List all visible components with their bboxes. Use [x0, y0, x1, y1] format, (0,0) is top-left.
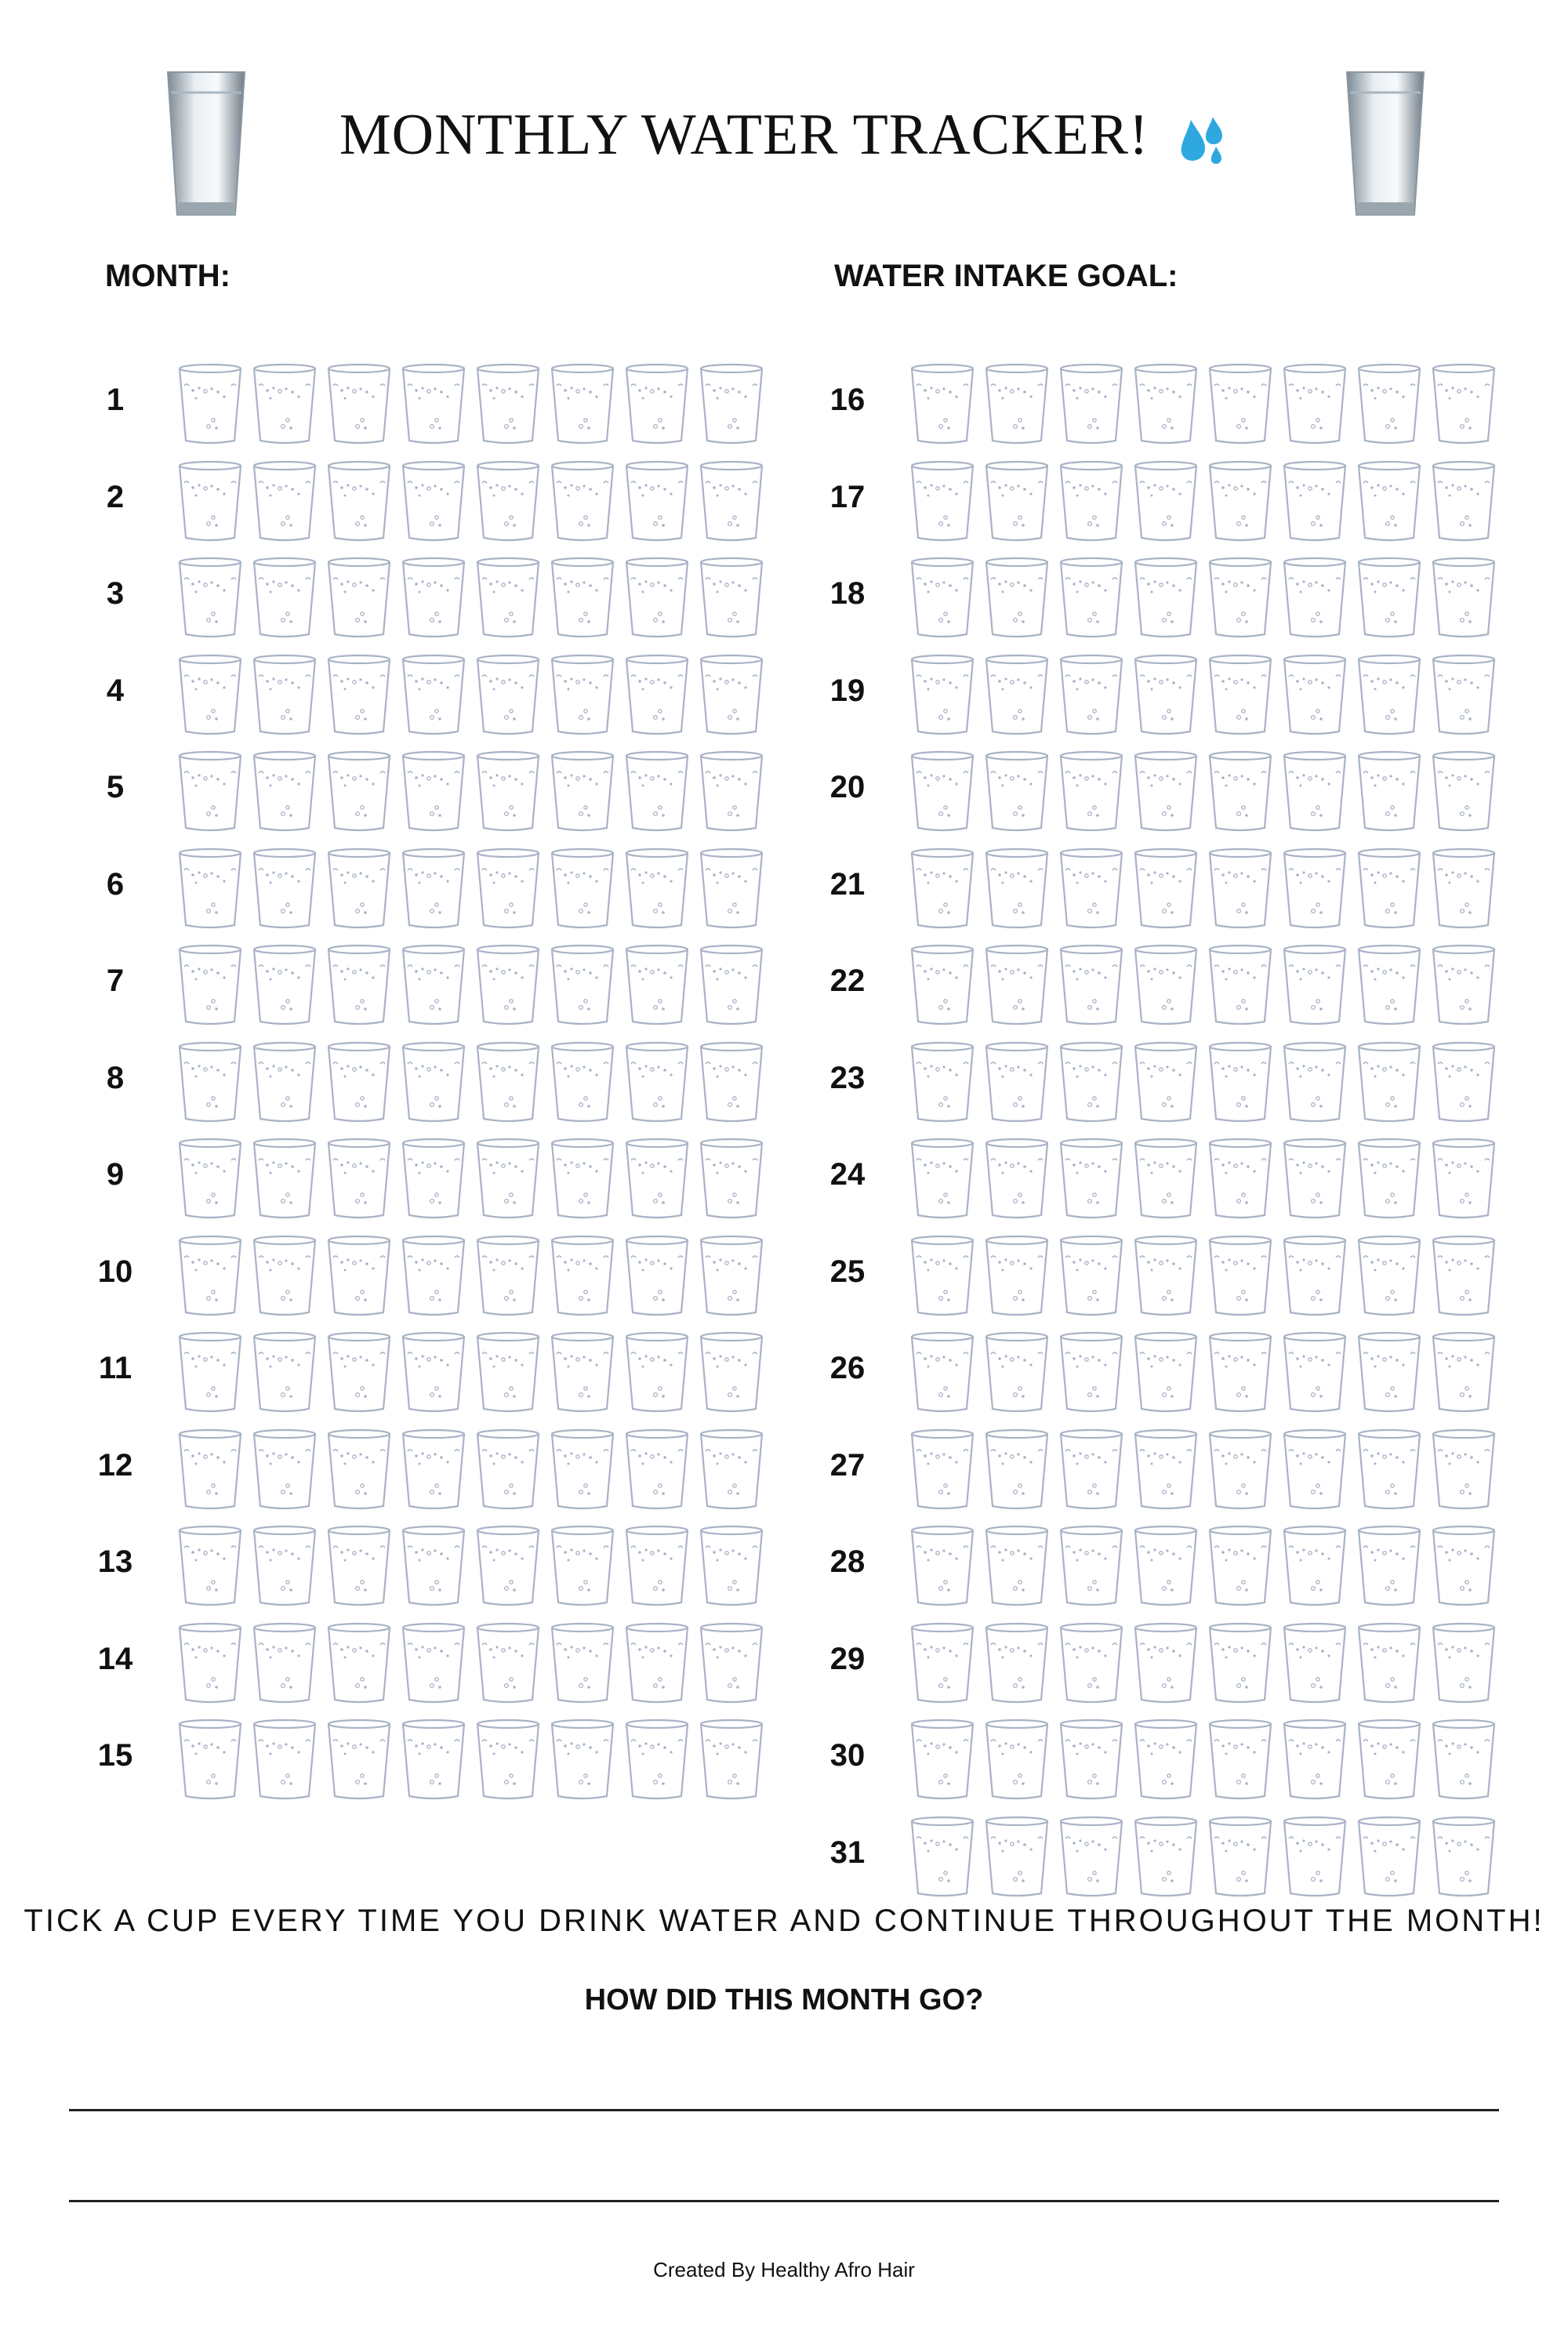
water-cup-checkbox[interactable] — [984, 847, 1050, 930]
day-number: 22 — [829, 964, 866, 998]
water-cup-checkbox[interactable] — [177, 943, 243, 1026]
water-cup-checkbox[interactable] — [1431, 1234, 1497, 1317]
water-cup-checkbox[interactable] — [1282, 1040, 1348, 1123]
water-cup-checkbox[interactable] — [401, 750, 466, 833]
water-cup-checkbox[interactable] — [326, 362, 392, 445]
water-cup-checkbox[interactable] — [1058, 1815, 1124, 1898]
water-cup-checkbox[interactable] — [909, 1621, 975, 1704]
water-cup-checkbox[interactable] — [984, 1040, 1050, 1123]
water-cup-checkbox[interactable] — [550, 1428, 615, 1511]
water-cup-checkbox[interactable] — [326, 459, 392, 543]
water-cup-checkbox[interactable] — [401, 1621, 466, 1704]
water-cup-checkbox[interactable] — [550, 943, 615, 1026]
water-cup-checkbox[interactable] — [699, 1524, 764, 1607]
water-cup-checkbox[interactable] — [1356, 653, 1422, 736]
water-cup-checkbox[interactable] — [1207, 1621, 1273, 1704]
water-cup-checkbox[interactable] — [1282, 1234, 1348, 1317]
water-cup-checkbox[interactable] — [984, 1621, 1050, 1704]
water-cup-checkbox[interactable] — [909, 459, 975, 543]
water-cup-checkbox[interactable] — [909, 1040, 975, 1123]
day-number: 10 — [97, 1254, 133, 1289]
water-cup-checkbox[interactable] — [1207, 1718, 1273, 1801]
water-intake-goal-label: WATER INTAKE GOAL: — [834, 259, 1178, 293]
water-cup-checkbox[interactable] — [1356, 556, 1422, 639]
water-cup-checkbox[interactable] — [1207, 1234, 1273, 1317]
water-cup-checkbox[interactable] — [252, 1428, 318, 1511]
water-cup-checkbox[interactable] — [1356, 1621, 1422, 1704]
water-cup-checkbox[interactable] — [1431, 1428, 1497, 1511]
water-cup-checkbox[interactable] — [909, 847, 975, 930]
water-cup-checkbox[interactable] — [1133, 1428, 1199, 1511]
water-cup-checkbox[interactable] — [177, 1330, 243, 1414]
water-cup-checkbox[interactable] — [475, 653, 541, 736]
water-cup-checkbox[interactable] — [699, 653, 764, 736]
water-cup-checkbox[interactable] — [1282, 943, 1348, 1026]
water-cup-checkbox[interactable] — [177, 1524, 243, 1607]
day-number: 5 — [106, 770, 125, 804]
water-cup-checkbox[interactable] — [1207, 1040, 1273, 1123]
water-cup-checkbox[interactable] — [1207, 1137, 1273, 1220]
water-cup-checkbox[interactable] — [1431, 1137, 1497, 1220]
water-cup-checkbox[interactable] — [699, 943, 764, 1026]
water-cup-checkbox[interactable] — [624, 1330, 690, 1414]
water-cup-checkbox[interactable] — [401, 556, 466, 639]
month-label: MONTH: — [105, 259, 230, 293]
water-cup-checkbox[interactable] — [1058, 362, 1124, 445]
water-cup-checkbox[interactable] — [909, 750, 975, 833]
water-cup-checkbox[interactable] — [475, 1330, 541, 1414]
droplets-icon — [1174, 115, 1229, 165]
water-cup-checkbox[interactable] — [1207, 847, 1273, 930]
day-number: 31 — [829, 1835, 866, 1870]
water-cup-checkbox[interactable] — [326, 1330, 392, 1414]
day-number: 11 — [98, 1351, 132, 1385]
water-cup-checkbox[interactable] — [984, 362, 1050, 445]
water-cup-checkbox[interactable] — [252, 1330, 318, 1414]
water-cup-checkbox[interactable] — [1356, 1524, 1422, 1607]
water-cup-checkbox[interactable] — [401, 943, 466, 1026]
water-cup-checkbox[interactable] — [1133, 1137, 1199, 1220]
water-cup-checkbox[interactable] — [909, 1330, 975, 1414]
page-title — [0, 102, 1568, 169]
water-cup-checkbox[interactable] — [909, 943, 975, 1026]
water-cup-checkbox[interactable] — [1133, 1330, 1199, 1414]
water-cup-checkbox[interactable] — [1133, 1815, 1199, 1898]
water-cup-checkbox[interactable] — [177, 750, 243, 833]
water-cup-checkbox[interactable] — [1431, 943, 1497, 1026]
water-cup-checkbox[interactable] — [177, 1234, 243, 1317]
water-cup-checkbox[interactable] — [909, 556, 975, 639]
water-cup-checkbox[interactable] — [1431, 1330, 1497, 1414]
day-number: 8 — [106, 1060, 125, 1095]
water-cup-checkbox[interactable] — [550, 847, 615, 930]
water-cup-checkbox[interactable] — [1207, 459, 1273, 543]
water-cup-checkbox[interactable] — [624, 1718, 690, 1801]
water-cup-checkbox[interactable] — [1058, 847, 1124, 930]
water-cup-checkbox[interactable] — [550, 750, 615, 833]
water-cup-checkbox[interactable] — [984, 653, 1050, 736]
day-number: 24 — [829, 1157, 866, 1192]
water-cup-checkbox[interactable] — [401, 847, 466, 930]
water-cup-checkbox[interactable] — [1356, 1040, 1422, 1123]
day-number: 26 — [829, 1351, 866, 1385]
water-cup-checkbox[interactable] — [984, 943, 1050, 1026]
water-cup-checkbox[interactable] — [475, 1428, 541, 1511]
water-cup-checkbox[interactable] — [177, 1621, 243, 1704]
water-cup-checkbox[interactable] — [326, 1621, 392, 1704]
day-number: 6 — [106, 866, 125, 902]
water-cup-checkbox[interactable] — [1282, 1815, 1348, 1898]
water-cup-checkbox[interactable] — [550, 1137, 615, 1220]
water-cup-checkbox[interactable] — [1282, 1330, 1348, 1414]
water-cup-checkbox[interactable] — [1058, 1040, 1124, 1123]
water-cup-checkbox[interactable] — [475, 1137, 541, 1220]
day-number: 25 — [829, 1254, 866, 1289]
day-number: 28 — [829, 1544, 866, 1579]
water-cup-checkbox[interactable] — [177, 1040, 243, 1123]
day-number: 7 — [106, 964, 125, 998]
water-cup-checkbox[interactable] — [1058, 653, 1124, 736]
water-cup-checkbox[interactable] — [1133, 556, 1199, 639]
water-cup-checkbox[interactable] — [1431, 1815, 1497, 1898]
water-cup-checkbox[interactable] — [1282, 750, 1348, 833]
water-cup-checkbox[interactable] — [1133, 750, 1199, 833]
water-cup-checkbox[interactable] — [177, 1137, 243, 1220]
day-number: 19 — [829, 673, 866, 708]
water-cup-checkbox[interactable] — [326, 1137, 392, 1220]
water-cup-checkbox[interactable] — [1133, 459, 1199, 543]
water-cup-checkbox[interactable] — [1207, 750, 1273, 833]
water-cup-checkbox[interactable] — [177, 459, 243, 543]
water-cup-checkbox[interactable] — [550, 556, 615, 639]
water-cup-checkbox[interactable] — [1207, 1815, 1273, 1898]
water-cup-checkbox[interactable] — [1207, 1524, 1273, 1607]
water-cup-checkbox[interactable] — [984, 459, 1050, 543]
water-cup-checkbox[interactable] — [252, 750, 318, 833]
water-cup-checkbox[interactable] — [1058, 1428, 1124, 1511]
water-cup-checkbox[interactable] — [550, 653, 615, 736]
water-cup-checkbox[interactable] — [1431, 750, 1497, 833]
credit-text: Created By Healthy Afro Hair — [653, 2258, 915, 2281]
water-cup-checkbox[interactable] — [1356, 1428, 1422, 1511]
water-cup-checkbox[interactable] — [1282, 1428, 1348, 1511]
water-cup-checkbox[interactable] — [699, 1234, 764, 1317]
water-cup-checkbox[interactable] — [1356, 847, 1422, 930]
water-cup-checkbox[interactable] — [1356, 1234, 1422, 1317]
water-cup-checkbox[interactable] — [1058, 459, 1124, 543]
day-number: 3 — [106, 576, 125, 611]
water-cup-checkbox[interactable] — [699, 556, 764, 639]
water-cup-checkbox[interactable] — [1356, 459, 1422, 543]
water-cup-checkbox[interactable] — [909, 362, 975, 445]
water-cup-checkbox[interactable] — [699, 362, 764, 445]
water-cup-checkbox[interactable] — [699, 847, 764, 930]
water-cup-checkbox[interactable] — [984, 1137, 1050, 1220]
day-number: 13 — [97, 1544, 133, 1579]
water-cup-checkbox[interactable] — [550, 1040, 615, 1123]
water-cup-checkbox[interactable] — [1058, 1621, 1124, 1704]
water-cup-checkbox[interactable] — [1356, 943, 1422, 1026]
day-number: 29 — [829, 1641, 866, 1676]
water-cup-checkbox[interactable] — [909, 653, 975, 736]
water-cup-checkbox[interactable] — [475, 1718, 541, 1801]
day-number: 14 — [97, 1641, 133, 1676]
water-cup-checkbox[interactable] — [252, 362, 318, 445]
water-cup-checkbox[interactable] — [326, 750, 392, 833]
water-cup-checkbox[interactable] — [624, 847, 690, 930]
day-number: 9 — [106, 1157, 125, 1192]
water-cup-checkbox[interactable] — [326, 1040, 392, 1123]
water-cup-checkbox[interactable] — [984, 1428, 1050, 1511]
water-cup-checkbox[interactable] — [624, 1040, 690, 1123]
water-cup-checkbox[interactable] — [475, 1234, 541, 1317]
water-cup-checkbox[interactable] — [401, 1718, 466, 1801]
water-cup-checkbox[interactable] — [401, 653, 466, 736]
water-cup-checkbox[interactable] — [1058, 1718, 1124, 1801]
water-cup-checkbox[interactable] — [1058, 1330, 1124, 1414]
water-cup-checkbox[interactable] — [624, 362, 690, 445]
day-number: 27 — [829, 1447, 866, 1483]
water-cup-checkbox[interactable] — [252, 943, 318, 1026]
water-cup-checkbox[interactable] — [1431, 1524, 1497, 1607]
water-cup-checkbox[interactable] — [984, 1524, 1050, 1607]
water-cup-checkbox[interactable] — [1356, 1718, 1422, 1801]
water-cup-checkbox[interactable] — [1207, 556, 1273, 639]
water-cup-checkbox[interactable] — [550, 459, 615, 543]
water-cup-checkbox[interactable] — [401, 459, 466, 543]
water-cup-checkbox[interactable] — [624, 1621, 690, 1704]
water-cup-checkbox[interactable] — [550, 1330, 615, 1414]
water-cup-checkbox[interactable] — [1282, 556, 1348, 639]
water-cup-checkbox[interactable] — [699, 1137, 764, 1220]
water-cup-checkbox[interactable] — [475, 459, 541, 543]
day-number: 30 — [829, 1738, 866, 1773]
water-cup-checkbox[interactable] — [401, 1040, 466, 1123]
water-cup-checkbox[interactable] — [1431, 1718, 1497, 1801]
water-cup-checkbox[interactable] — [699, 1718, 764, 1801]
water-cup-checkbox[interactable] — [624, 1234, 690, 1317]
water-cup-checkbox[interactable] — [1058, 556, 1124, 639]
water-cup-checkbox[interactable] — [1207, 1428, 1273, 1511]
water-cup-checkbox[interactable] — [326, 1524, 392, 1607]
water-cup-checkbox[interactable] — [326, 653, 392, 736]
water-cup-checkbox[interactable] — [177, 1718, 243, 1801]
reflection-line-2[interactable] — [69, 2200, 1499, 2202]
water-cup-checkbox[interactable] — [550, 1524, 615, 1607]
water-cup-checkbox[interactable] — [624, 943, 690, 1026]
water-cup-checkbox[interactable] — [252, 556, 318, 639]
water-cup-checkbox[interactable] — [1133, 847, 1199, 930]
water-cup-checkbox[interactable] — [1282, 847, 1348, 930]
water-cup-checkbox[interactable] — [252, 1040, 318, 1123]
water-cup-checkbox[interactable] — [699, 1621, 764, 1704]
water-cup-checkbox[interactable] — [550, 1718, 615, 1801]
water-cup-checkbox[interactable] — [624, 1428, 690, 1511]
water-cup-checkbox[interactable] — [475, 750, 541, 833]
water-cup-checkbox[interactable] — [1133, 943, 1199, 1026]
water-cup-checkbox[interactable] — [984, 1815, 1050, 1898]
water-cup-checkbox[interactable] — [624, 653, 690, 736]
water-cup-checkbox[interactable] — [1431, 1040, 1497, 1123]
water-cup-checkbox[interactable] — [177, 1428, 243, 1511]
water-cup-checkbox[interactable] — [1058, 750, 1124, 833]
water-cup-checkbox[interactable] — [252, 1137, 318, 1220]
water-cup-checkbox[interactable] — [1207, 653, 1273, 736]
water-cup-checkbox[interactable] — [1133, 653, 1199, 736]
water-cup-checkbox[interactable] — [984, 556, 1050, 639]
day-number: 15 — [97, 1738, 133, 1773]
water-cup-checkbox[interactable] — [1431, 653, 1497, 736]
water-cup-checkbox[interactable] — [252, 1524, 318, 1607]
water-cup-checkbox[interactable] — [401, 1524, 466, 1607]
water-cup-checkbox[interactable] — [909, 1234, 975, 1317]
water-cup-checkbox[interactable] — [475, 362, 541, 445]
water-cup-checkbox[interactable] — [475, 1040, 541, 1123]
day-number: 17 — [829, 479, 866, 514]
water-cup-checkbox[interactable] — [1356, 1137, 1422, 1220]
water-cup-checkbox[interactable] — [1133, 1234, 1199, 1317]
water-cup-checkbox[interactable] — [1282, 362, 1348, 445]
water-cup-checkbox[interactable] — [624, 1137, 690, 1220]
water-cup-checkbox[interactable] — [326, 1428, 392, 1511]
reflection-line-1[interactable] — [69, 2109, 1499, 2111]
water-cup-checkbox[interactable] — [1356, 1815, 1422, 1898]
water-cup-checkbox[interactable] — [252, 459, 318, 543]
water-cup-checkbox[interactable] — [252, 847, 318, 930]
water-cup-checkbox[interactable] — [699, 750, 764, 833]
water-cup-checkbox[interactable] — [550, 362, 615, 445]
water-cup-checkbox[interactable] — [1058, 1524, 1124, 1607]
water-cup-checkbox[interactable] — [1133, 1718, 1199, 1801]
water-cup-checkbox[interactable] — [252, 1234, 318, 1317]
water-cup-checkbox[interactable] — [475, 1621, 541, 1704]
day-number: 1 — [106, 383, 125, 417]
water-cup-checkbox[interactable] — [699, 1330, 764, 1414]
water-cup-checkbox[interactable] — [699, 1428, 764, 1511]
title-text: MONTHLY WATER TRACKER! — [339, 103, 1149, 167]
day-number: 21 — [829, 866, 866, 902]
water-cup-checkbox[interactable] — [624, 459, 690, 543]
water-cup-checkbox[interactable] — [909, 1428, 975, 1511]
water-cup-checkbox[interactable] — [401, 1234, 466, 1317]
water-cup-checkbox[interactable] — [984, 1234, 1050, 1317]
water-cup-checkbox[interactable] — [1282, 459, 1348, 543]
water-cup-checkbox[interactable] — [401, 1428, 466, 1511]
water-cup-checkbox[interactable] — [326, 1718, 392, 1801]
water-cup-checkbox[interactable] — [1356, 362, 1422, 445]
water-cup-checkbox[interactable] — [252, 1718, 318, 1801]
water-cup-checkbox[interactable] — [699, 459, 764, 543]
water-cup-checkbox[interactable] — [401, 1330, 466, 1414]
water-cup-checkbox[interactable] — [1282, 1718, 1348, 1801]
water-cup-checkbox[interactable] — [624, 750, 690, 833]
day-number: 18 — [829, 576, 866, 611]
water-cup-checkbox[interactable] — [984, 750, 1050, 833]
water-cup-checkbox[interactable] — [252, 1621, 318, 1704]
water-cup-checkbox[interactable] — [1207, 943, 1273, 1026]
water-cup-checkbox[interactable] — [624, 1524, 690, 1607]
water-cup-checkbox[interactable] — [1282, 653, 1348, 736]
water-cup-checkbox[interactable] — [1431, 459, 1497, 543]
water-cup-checkbox[interactable] — [475, 943, 541, 1026]
day-number: 4 — [106, 673, 125, 708]
water-cup-checkbox[interactable] — [1431, 847, 1497, 930]
water-cup-checkbox[interactable] — [177, 556, 243, 639]
water-cup-checkbox[interactable] — [550, 1621, 615, 1704]
water-cup-checkbox[interactable] — [1431, 362, 1497, 445]
water-cup-checkbox[interactable] — [1133, 1524, 1199, 1607]
water-cup-checkbox[interactable] — [1282, 1524, 1348, 1607]
water-cup-checkbox[interactable] — [326, 943, 392, 1026]
water-cup-checkbox[interactable] — [401, 362, 466, 445]
water-cup-checkbox[interactable] — [1282, 1621, 1348, 1704]
water-cup-checkbox[interactable] — [177, 847, 243, 930]
water-cup-checkbox[interactable] — [984, 1330, 1050, 1414]
water-cup-checkbox[interactable] — [1356, 1330, 1422, 1414]
water-cup-checkbox[interactable] — [624, 556, 690, 639]
day-number: 23 — [829, 1060, 866, 1095]
water-cup-checkbox[interactable] — [1133, 1621, 1199, 1704]
water-cup-checkbox[interactable] — [326, 1234, 392, 1317]
water-cup-checkbox[interactable] — [475, 847, 541, 930]
day-number: 20 — [829, 770, 866, 804]
water-cup-checkbox[interactable] — [1058, 1137, 1124, 1220]
water-cup-checkbox[interactable] — [909, 1815, 975, 1898]
water-cup-checkbox[interactable] — [177, 653, 243, 736]
water-cup-checkbox[interactable] — [326, 847, 392, 930]
water-cup-checkbox[interactable] — [909, 1718, 975, 1801]
water-cup-checkbox[interactable] — [1133, 1040, 1199, 1123]
water-cup-checkbox[interactable] — [1431, 556, 1497, 639]
water-cup-checkbox[interactable] — [1282, 1137, 1348, 1220]
water-cup-checkbox[interactable] — [984, 1718, 1050, 1801]
water-cup-checkbox[interactable] — [1431, 1621, 1497, 1704]
water-cup-checkbox[interactable] — [475, 556, 541, 639]
water-cup-checkbox[interactable] — [1356, 750, 1422, 833]
reflection-question: HOW DID THIS MONTH GO? — [584, 1984, 984, 2016]
water-cup-checkbox[interactable] — [909, 1137, 975, 1220]
water-cup-checkbox[interactable] — [401, 1137, 466, 1220]
day-number: 2 — [106, 479, 125, 514]
water-cup-checkbox[interactable] — [326, 556, 392, 639]
water-cup-checkbox[interactable] — [177, 362, 243, 445]
instruction-text: TICK A CUP EVERY TIME YOU DRINK WATER AND CONTINUE THROUGHOUT THE MONTH! — [24, 1904, 1544, 1938]
water-cup-checkbox[interactable] — [1058, 1234, 1124, 1317]
day-number: 16 — [829, 383, 866, 417]
water-cup-checkbox[interactable] — [1207, 1330, 1273, 1414]
water-cup-checkbox[interactable] — [550, 1234, 615, 1317]
water-cup-checkbox[interactable] — [475, 1524, 541, 1607]
water-cup-checkbox[interactable] — [1133, 362, 1199, 445]
day-number: 12 — [97, 1447, 133, 1483]
water-cup-checkbox[interactable] — [699, 1040, 764, 1123]
water-cup-checkbox[interactable] — [252, 653, 318, 736]
water-cup-checkbox[interactable] — [1058, 943, 1124, 1026]
water-cup-checkbox[interactable] — [909, 1524, 975, 1607]
water-cup-checkbox[interactable] — [1207, 362, 1273, 445]
